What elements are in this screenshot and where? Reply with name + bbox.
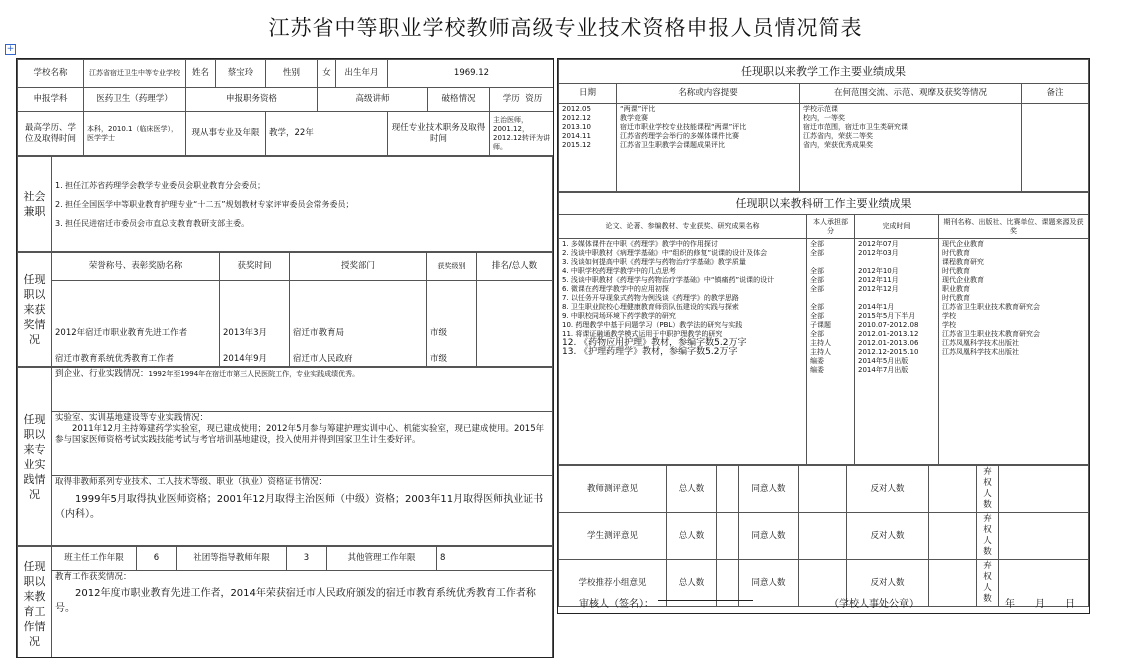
teaching-item: 江苏省药理学会举行的多媒体课件比赛 xyxy=(620,132,796,141)
teaching-date: 2013.10 xyxy=(562,123,613,132)
cert-cell xyxy=(52,476,553,546)
research-item-title: 11. 将课证融通教学模式运用于中职护理教学的研究 xyxy=(562,330,803,339)
breach-options xyxy=(490,88,555,112)
research-role: 编委 xyxy=(810,357,851,366)
birth-value: 1969.12 xyxy=(388,60,555,88)
research-source: 学校 xyxy=(942,321,1085,330)
research-role: 全部 xyxy=(810,312,851,321)
teaching-header-note: 备注 xyxy=(1022,84,1089,104)
social-item: 1. 担任江苏省药理学会教学专业委员会职业教育分会委员； xyxy=(55,176,549,195)
enterprise-label: 到企业、行业实践情况： xyxy=(55,369,149,379)
eval-abstain-label: 弃权人数 xyxy=(977,560,999,607)
award-row-time: 2014年9月 xyxy=(223,354,286,365)
teaching-item: 江苏省卫生职教学会课题成果评比 xyxy=(620,141,796,150)
research-role: 全部 xyxy=(810,285,851,303)
research-source: 职业教育 xyxy=(942,285,1085,294)
cert-value: 1999年5月取得执业医师资格；2001年12月取得主治医师（中级）资格；2003年11月取得医师执业证书（内科）。 xyxy=(55,492,549,522)
position-label: 申报职务资格 xyxy=(186,88,318,112)
research-item-title: 8. 卫生职业院校心理健康教育师资队伍建设的实践与探索 xyxy=(562,303,803,312)
teaching-notes xyxy=(1022,104,1089,192)
research-item-title: 2. 浅谈中职教材《病理学基础》中“组织的修复”说课的设计及体会 xyxy=(562,249,803,258)
social-item: 2. 担任全国医学中等职业教育护理专业“十二五”规划教材专家评审委员会常务委员； xyxy=(55,195,549,214)
research-role: 编委 xyxy=(810,366,851,375)
research-source: 江苏省卫生职业技术教育研究会 xyxy=(942,330,1085,339)
school-value: 江苏省宿迁卫生中等专业学校 xyxy=(84,60,186,88)
subject-label: 申报学科 xyxy=(18,88,84,112)
head-teacher-value: 6 xyxy=(137,547,177,571)
awards-table xyxy=(17,252,553,367)
eval-total-label: 总人数 xyxy=(667,466,717,513)
teaching-scope: 校内，一等奖 xyxy=(803,114,1018,123)
research-time: 2015年5月下半月 xyxy=(858,312,935,321)
research-source: 课程教育研究 xyxy=(942,258,1085,267)
birth-label: 出生年月 xyxy=(336,60,388,88)
research-time: 2014年1月 xyxy=(858,303,935,312)
teaching-item: 宿迁市职业学校专业技能课程“两课”评比 xyxy=(620,123,796,132)
basic-info-table xyxy=(17,59,554,156)
research-item-title: 9. 中职校同场环境下药学教学的研究 xyxy=(562,312,803,321)
practice-label: 任现职以来专业实践情况 xyxy=(18,368,52,546)
award-row-dept: 宿迁市人民政府 xyxy=(293,354,423,365)
name-label: 姓名 xyxy=(186,60,216,88)
club-label: 社团等指导教师年限 xyxy=(177,547,287,571)
award-row-name: 2012年宿迁市职业教育先进工作者 xyxy=(55,328,216,354)
research-time: 2012年07月 xyxy=(858,240,935,249)
awards-times xyxy=(220,281,290,367)
research-source: 学校 xyxy=(942,312,1085,321)
reviewer-label: 审核人（签名）： xyxy=(579,599,654,610)
teaching-table xyxy=(558,59,1089,192)
research-source: 江苏凤凰科学技术出版社 xyxy=(942,339,1085,348)
award-row-name: 宿迁市教育系统优秀教育工作者 xyxy=(55,354,216,365)
lab-value: 2011年12月主持筹建药学实验室，现已建成使用；2012年5月参与筹建护理实训中心、机能实验室，现已建成使用。2015年参与国家医师资格考试实践技能考试与考官培训基地建设，投入使用并得到国家卫生计生委好评。 xyxy=(55,424,549,446)
breach-label: 破格情况 xyxy=(428,88,490,112)
research-time: 2012年11月 xyxy=(858,276,935,285)
social-table xyxy=(17,156,553,252)
enterprise-value: 1992年至1994年在宿迁市第三人民医院工作，专业实践成绩优秀。 xyxy=(149,370,360,378)
teaching-dates xyxy=(559,104,617,192)
research-header-source: 期刊名称、出版社、比赛单位、课题来源及获奖 xyxy=(939,215,1089,239)
signature-row xyxy=(557,590,1090,612)
eval-total-label: 总人数 xyxy=(667,560,717,607)
research-item-title: 12. 《药物应用护理》教材，参编字数5.2万字 xyxy=(562,339,803,348)
teaching-scope: 宿迁市范围，宿迁市卫生类研究课 xyxy=(803,123,1018,132)
seal-label: （学校人事处公章） xyxy=(829,595,919,610)
eval-oppose-label: 反对人数 xyxy=(847,513,929,560)
teaching-header-date: 日期 xyxy=(559,84,617,104)
awards-header-level: 获奖级别 xyxy=(427,253,477,281)
teaching-scopes xyxy=(800,104,1022,192)
award-row-level: 市级 xyxy=(430,354,473,365)
research-times xyxy=(855,239,939,465)
date-day: 日 xyxy=(1065,595,1075,610)
research-role: 全部 xyxy=(810,240,851,249)
teaching-header-item: 名称或内容提要 xyxy=(617,84,800,104)
research-title: 任现职以来教科研工作主要业绩成果 xyxy=(559,193,1089,215)
award-row-level: 市级 xyxy=(430,328,473,354)
research-item-title: 3. 浅谈如何提高中职《药理学与药物治疗学基础》教学质量 xyxy=(562,258,803,267)
research-item-title: 4. 中职学校药理学教学中的几点思考 xyxy=(562,267,803,276)
date-year: 年 xyxy=(1005,595,1015,610)
research-source: 现代企业教育 xyxy=(942,240,1085,249)
eval-oppose-label: 反对人数 xyxy=(847,466,929,513)
research-header-role: 本人承担部分 xyxy=(807,215,855,239)
teaching-date: 2014.11 xyxy=(562,132,613,141)
eval-total-label: 总人数 xyxy=(667,513,717,560)
research-source: 江苏省卫生职业技术教育研究会 xyxy=(942,303,1085,312)
subject-value: 医药卫生（药理学） xyxy=(84,88,186,112)
social-label: 社会兼职 xyxy=(18,157,52,252)
awards-header-name: 荣誉称号、表彰奖励名称 xyxy=(52,253,220,281)
reviewer-signature xyxy=(579,595,654,610)
awards-levels xyxy=(427,281,477,367)
eval-abstain-label: 弃权人数 xyxy=(977,466,999,513)
eval-row-label: 教师测评意见 xyxy=(559,466,667,513)
gender-value: 女 xyxy=(318,60,336,88)
teaching-scope: 江苏省内，荣获二等奖 xyxy=(803,132,1018,141)
research-source: 现代企业教育 xyxy=(942,276,1085,285)
research-item-title: 10. 药理教学中基于问题学习（PBL）教学法的研究与实践 xyxy=(562,321,803,330)
eval-agree-label: 同意人数 xyxy=(739,466,799,513)
social-item: 3. 担任民进宿迁市委员会市直总支教育教研支部主委。 xyxy=(55,214,549,233)
education-label: 任现职以来教育工作情况 xyxy=(18,547,52,658)
edu-award-cell xyxy=(52,571,553,658)
research-roles xyxy=(807,239,855,465)
teaching-date: 2012.05 xyxy=(562,105,613,114)
research-time: 2012.01-2013.12 xyxy=(858,330,935,339)
research-item-title: 6. 微课在药理学教学中的应用初探 xyxy=(562,285,803,294)
research-role: 全部 xyxy=(810,303,851,312)
years-value: 教学，22年 xyxy=(266,112,388,156)
eval-row-label: 学生测评意见 xyxy=(559,513,667,560)
research-item-title: 1. 多媒体课件在中职《药理学》教学中的作用探讨 xyxy=(562,240,803,249)
page-title: 江苏省中等职业学校教师高级专业技术资格申报人员情况简表 xyxy=(0,12,1131,42)
education-table xyxy=(17,546,553,658)
lab-label: 实验室、实训基地建设等专业实践情况： xyxy=(55,413,549,424)
teaching-item: 教学竞赛 xyxy=(620,114,796,123)
head-teacher-label: 班主任工作年限 xyxy=(52,547,137,571)
evaluation-table xyxy=(558,465,1089,607)
eval-agree-label: 同意人数 xyxy=(739,560,799,607)
awards-names xyxy=(52,281,220,367)
teaching-date: 2015.12 xyxy=(562,141,613,150)
teaching-date: 2012.12 xyxy=(562,114,613,123)
awards-ranks xyxy=(477,281,553,367)
research-header-time: 完成时间 xyxy=(855,215,939,239)
research-time: 2012年03月 xyxy=(858,249,935,267)
research-time: 2012.01-2013.06 xyxy=(858,339,935,348)
other-label: 其他管理工作年限 xyxy=(327,547,437,571)
research-sources xyxy=(939,239,1089,465)
research-role: 子课题 xyxy=(810,321,851,330)
eval-abstain-label: 弃权人数 xyxy=(977,513,999,560)
awards-header-rank: 排名/总人数 xyxy=(477,253,553,281)
research-time: 2012年10月 xyxy=(858,267,935,276)
edu-award-value: 2012年度市职业教育先进工作者，2014年荣获宿迁市人民政府颁发的宿迁市教育系统优秀教育工作者称号。 xyxy=(55,586,549,616)
research-role: 主持人 xyxy=(810,348,851,357)
signature-line[interactable] xyxy=(658,600,753,601)
research-time: 2014年7月出版 xyxy=(858,366,935,375)
research-item-title: 7. 以任务开导现象式药物为例浅谈《药理学》的教学思路 xyxy=(562,294,803,303)
edu-award-label: 教育工作获奖情况： xyxy=(55,572,549,583)
award-row-dept: 宿迁市教育局 xyxy=(293,328,423,354)
teaching-items xyxy=(617,104,800,192)
eval-row-label: 学校推荐小组意见 xyxy=(559,560,667,607)
education-label: 最高学历、学位及取得时间 xyxy=(18,112,84,156)
current-title-value: 主治医师，2001.12，2012.12转评为讲师。 xyxy=(490,112,555,156)
right-form xyxy=(557,58,1090,614)
research-role: 全部 xyxy=(810,249,851,267)
gender-label: 性别 xyxy=(266,60,318,88)
research-role: 全部 xyxy=(810,276,851,285)
research-item-title: 13. 《护理药理学》教材，参编字数5.2万字 xyxy=(562,348,803,357)
research-header-title: 论文、论著、参编教材、专业获奖、研究成果名称 xyxy=(559,215,807,239)
years-label: 现从事专业及年限 xyxy=(186,112,266,156)
school-label: 学校名称 xyxy=(18,60,84,88)
practice-table xyxy=(17,367,553,546)
position-value: 高级讲师 xyxy=(318,88,428,112)
research-titles xyxy=(559,239,807,465)
teaching-scope: 省内，荣获优秀成果奖 xyxy=(803,141,1018,150)
research-role: 全部 xyxy=(810,267,851,276)
date-month: 月 xyxy=(1035,595,1045,610)
teaching-scope: 学校示范课 xyxy=(803,105,1018,114)
eval-agree-label: 同意人数 xyxy=(739,513,799,560)
name-value: 蔡宝玲 xyxy=(216,60,266,88)
social-list xyxy=(52,157,553,252)
awards-label: 任现职以来获奖情况 xyxy=(18,253,52,367)
other-value: 8 xyxy=(437,547,553,571)
research-role: 全部 xyxy=(810,330,851,339)
breach-seniority: 资历 xyxy=(525,94,542,104)
left-form xyxy=(16,58,554,658)
awards-depts xyxy=(290,281,427,367)
breach-education: 学历 xyxy=(503,94,520,104)
research-table xyxy=(558,192,1089,465)
cert-label: 取得非教师系列专业技术、工人技术等级、职业（执业）资格证书情况： xyxy=(55,477,549,488)
club-value: 3 xyxy=(287,547,327,571)
research-time: 2010.07-2012.08 xyxy=(858,321,935,330)
research-item-title: 5. 浅谈中职教材《药理学与药物治疗学基础》中“镇痛药”说课的设计 xyxy=(562,276,803,285)
education-value: 本科，2010.1（临床医学），医学学士 xyxy=(84,112,186,156)
awards-header-time: 获奖时间 xyxy=(220,253,290,281)
enterprise-cell xyxy=(52,368,553,412)
research-time: 2012.12-2015.10 xyxy=(858,348,935,357)
research-source: 时代教育 xyxy=(942,294,1085,303)
eval-oppose-label: 反对人数 xyxy=(847,560,929,607)
research-source: 时代教育 xyxy=(942,267,1085,276)
table-move-handle[interactable]: + xyxy=(5,44,16,55)
research-time: 2012年12月 xyxy=(858,285,935,303)
research-source: 江苏凤凰科学技术出版社 xyxy=(942,348,1085,357)
teaching-item: “两课”评比 xyxy=(620,105,796,114)
lab-cell xyxy=(52,412,553,476)
teaching-title: 任现职以来教学工作主要业绩成果 xyxy=(559,60,1089,84)
current-title-label: 现任专业技术职务及取得时间 xyxy=(388,112,490,156)
awards-header-dept: 授奖部门 xyxy=(290,253,427,281)
research-role: 主持人 xyxy=(810,339,851,348)
award-row-time: 2013年3月 xyxy=(223,328,286,354)
research-source: 时代教育 xyxy=(942,249,1085,258)
research-time: 2014年5月出版 xyxy=(858,357,935,366)
teaching-header-scope: 在何范围交流、示范、观摩及获奖等情况 xyxy=(800,84,1022,104)
